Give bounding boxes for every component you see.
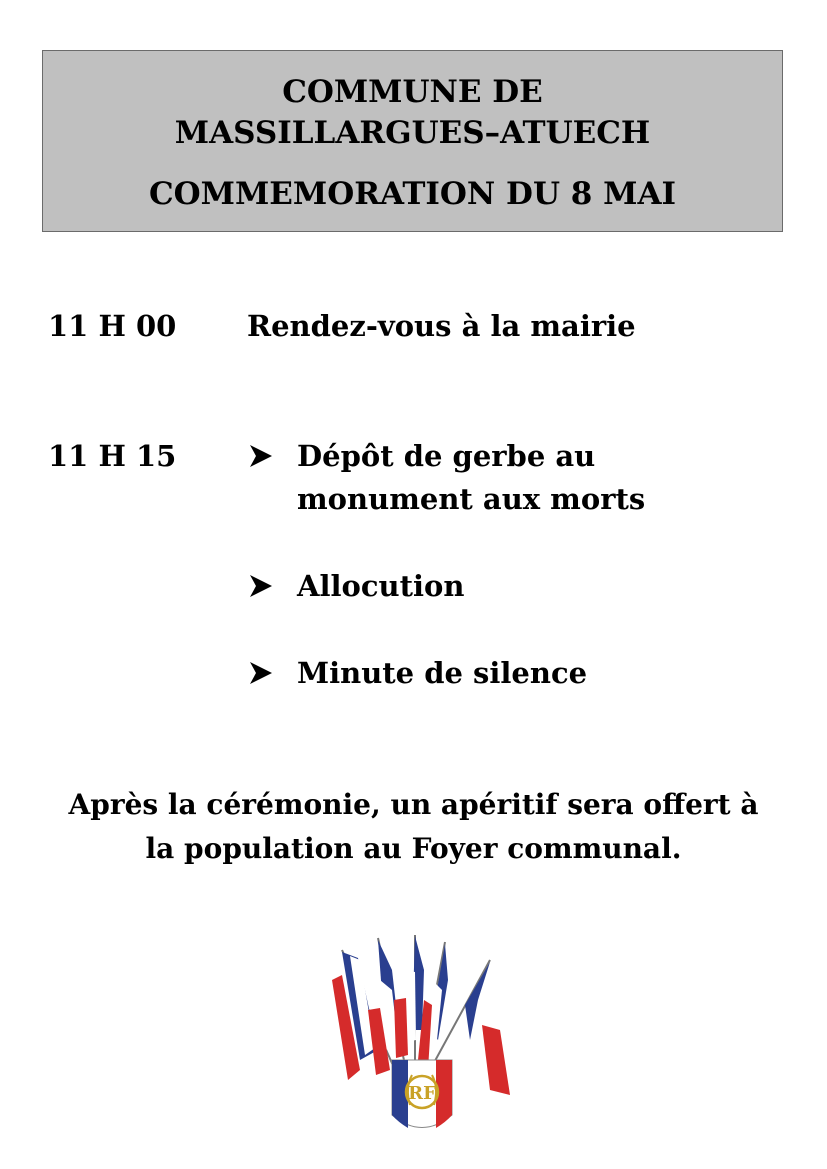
time-slot-1: 11 H 00: [48, 309, 177, 343]
commune-title-line2: MASSILLARGUES–ATUECH: [174, 115, 651, 151]
footer-text-line2: la population au Foyer communal.: [145, 832, 682, 865]
schedule-item-wreath-line1: Dépôt de gerbe au: [297, 439, 596, 473]
event-title: COMMEMORATION DU 8 MAI: [148, 176, 676, 212]
french-flags-emblem-icon: [320, 930, 520, 1145]
commune-title-line1: COMMUNE DE: [282, 74, 543, 110]
schedule-item-silence: Minute de silence: [297, 656, 588, 690]
arrow-bullet-icon: [248, 573, 274, 599]
schedule-item-meeting: Rendez-vous à la mairie: [247, 309, 636, 343]
schedule-item-wreath-line2: monument aux morts: [297, 482, 646, 516]
time-slot-2: 11 H 15: [48, 439, 177, 473]
arrow-bullet-icon: [248, 660, 274, 686]
arrow-bullet-icon: [248, 443, 274, 469]
rf-monogram: RF: [408, 1083, 436, 1104]
header-box: [42, 50, 783, 232]
footer-text-line1: Après la cérémonie, un apéritif sera offert à: [68, 788, 759, 821]
schedule-item-speech: Allocution: [297, 569, 465, 603]
